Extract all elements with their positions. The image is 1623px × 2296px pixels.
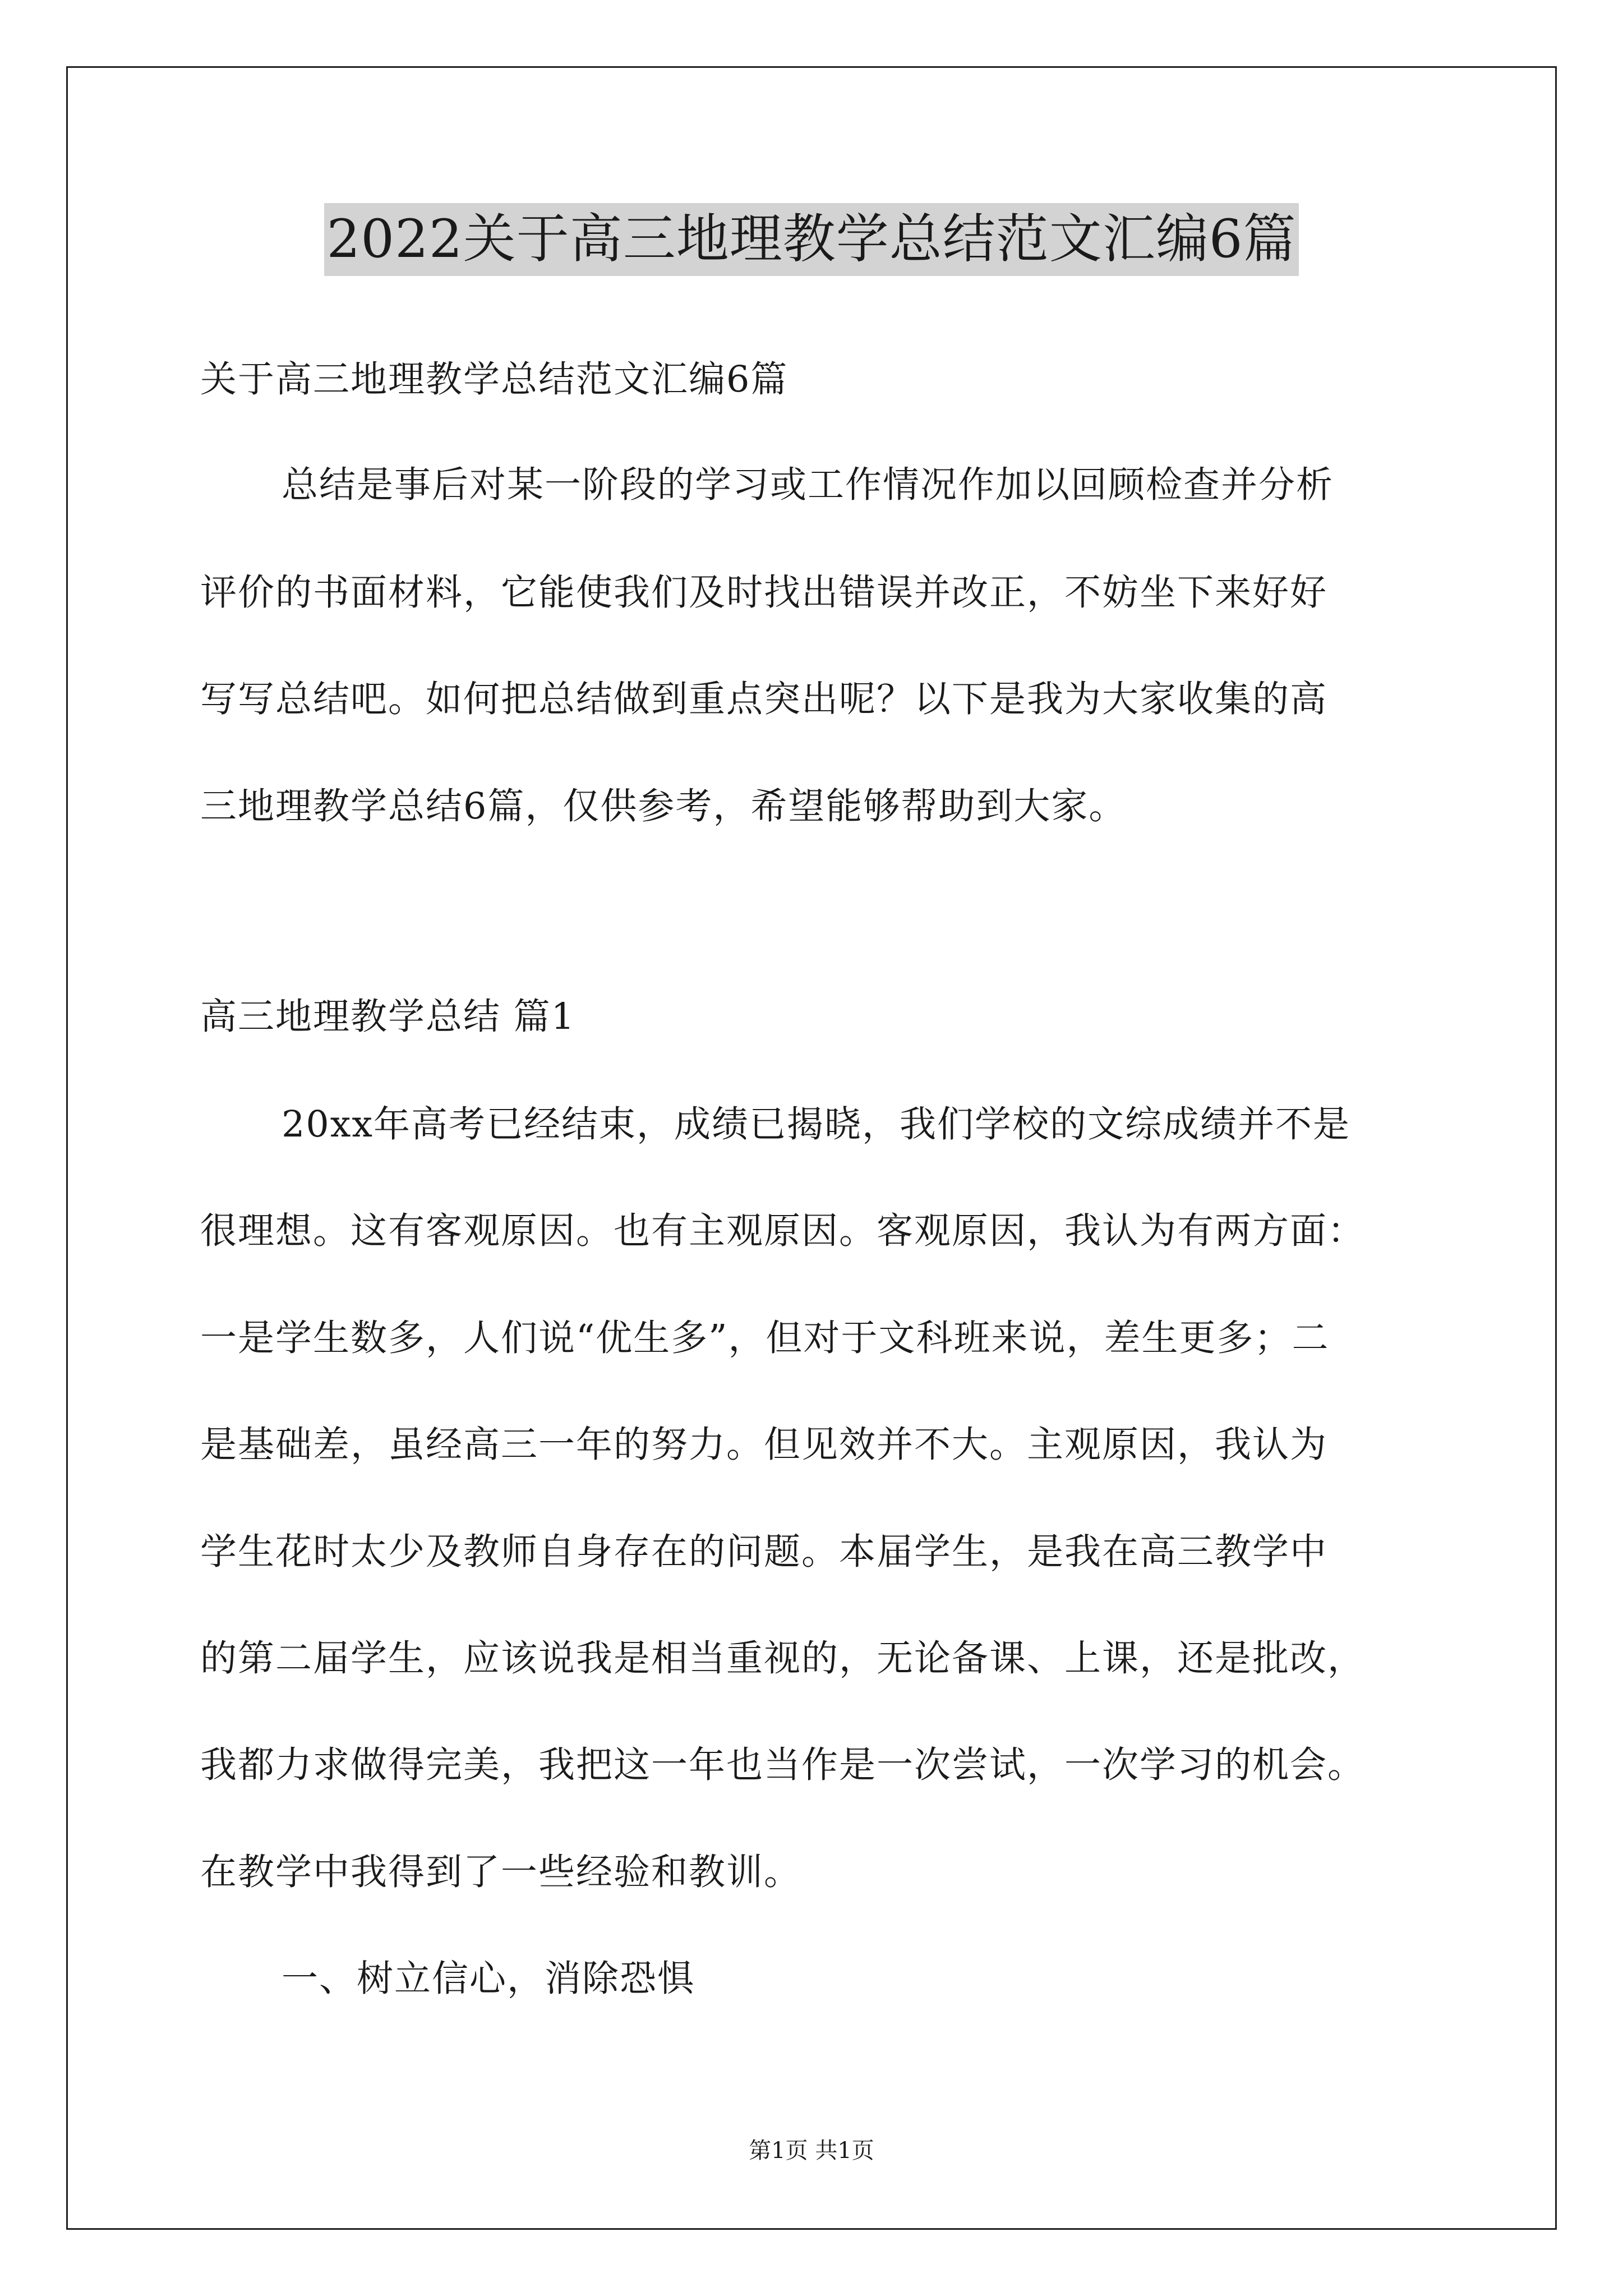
body-line-6: 的第二届学生，应该说我是相当重视的，无论备课、上课，还是批改， — [200, 1637, 1366, 1680]
body-line-3: 一是学生数多，人们说“优生多”，但对于文科班来说，差生更多；二 — [200, 1317, 1330, 1359]
body-line-4: 是基础差，虽经高三一年的努力。但见效并不大。主观原因，我认为 — [200, 1424, 1328, 1466]
body-line-2: 很理想。这有客观原因。也有主观原因。客观原因，我认为有两方面： — [200, 1210, 1366, 1252]
body-line-5: 学生花时太少及教师自身存在的问题。本届学生，是我在高三教学中 — [200, 1531, 1328, 1573]
document-subtitle: 关于高三地理教学总结范文汇编6篇 — [200, 358, 789, 401]
page-footer: 第1页 共1页 — [749, 2138, 874, 2164]
document-title: 2022关于高三地理教学总结范文汇编6篇 — [324, 203, 1298, 276]
intro-line-1: 总结是事后对某一阶段的学习或工作情况作加以回顾检查并分析 — [282, 464, 1334, 506]
intro-line-4: 三地理教学总结6篇，仅供参考，希望能够帮助到大家。 — [200, 785, 1127, 827]
title-container — [0, 203, 1623, 276]
intro-line-2: 评价的书面材料，它能使我们及时找出错误并改正，不妨坐下来好好 — [200, 572, 1328, 614]
body-line-1: 20xx年高考已经结束，成绩已揭晓，我们学校的文综成绩并不是 — [282, 1103, 1351, 1145]
intro-line-3: 写写总结吧。如何把总结做到重点突出呢？以下是我为大家收集的高 — [200, 678, 1328, 720]
point-heading: 一、树立信心，消除恐惧 — [282, 1958, 695, 2000]
body-line-8: 在教学中我得到了一些经验和教训。 — [200, 1851, 802, 1893]
body-line-7: 我都力求做得完美，我把这一年也当作是一次尝试，一次学习的机会。 — [200, 1744, 1366, 1786]
section-heading: 高三地理教学总结 篇1 — [200, 996, 576, 1038]
